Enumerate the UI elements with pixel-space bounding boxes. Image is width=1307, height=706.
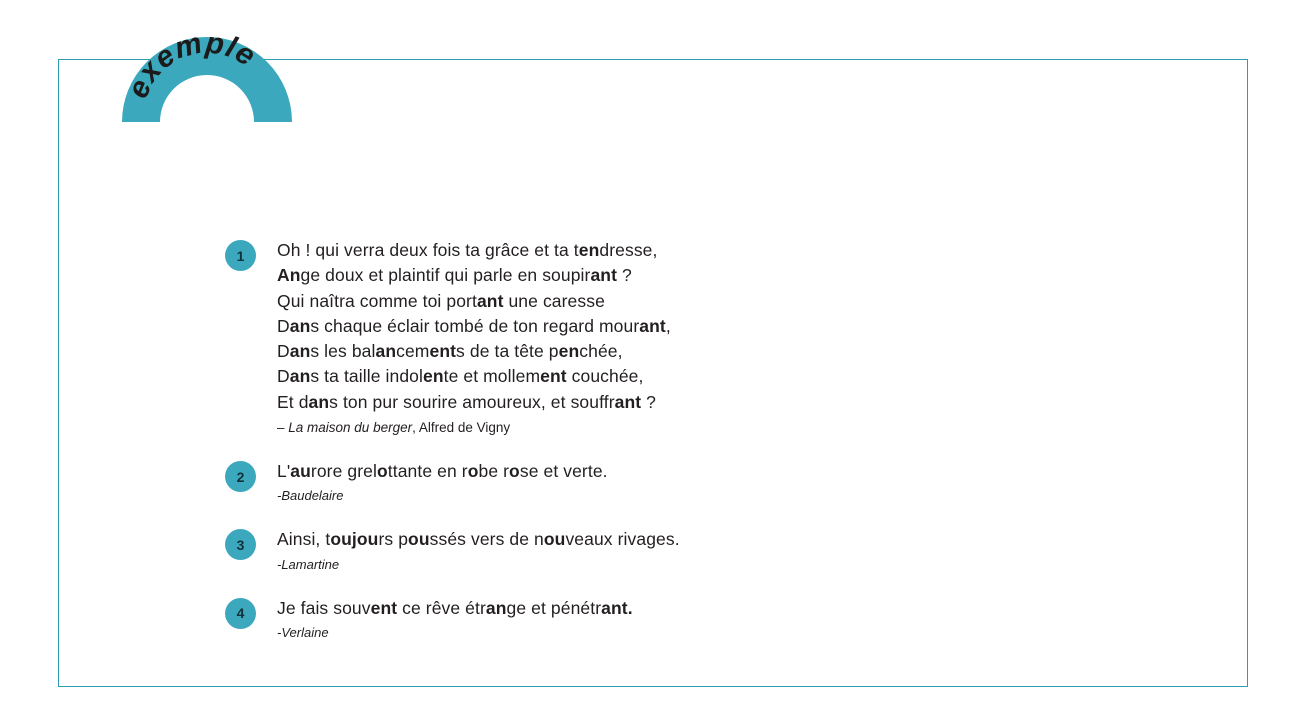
verse-line: Ange doux et plaintif qui parle en soupirant ? (277, 265, 632, 286)
verse-line: Dans ta taille indolente et mollement couchée, (277, 366, 644, 387)
list-item (219, 238, 1119, 437)
item-text (277, 596, 1119, 621)
verse-line: Je fais souvent ce rêve étrange et pénétrant. (277, 597, 633, 618)
example-badge-arc (118, 12, 296, 124)
verse-line: Oh ! qui verra deux fois ta grâce et ta tendresse, (277, 240, 658, 260)
verse-line: Dans chaque éclair tombé de ton regard mourant, (277, 315, 671, 336)
examples-list (219, 238, 1119, 642)
item-attribution (277, 418, 1119, 437)
attribution-author: , Alfred de Vigny (412, 420, 511, 436)
verse-line: Dans les balancements de ta tête penchée, (277, 341, 623, 362)
item-attribution: -Verlaine (277, 624, 329, 640)
item-number: 4 (225, 598, 256, 629)
example-box (58, 59, 1248, 687)
verse-line: Ainsi, toujours poussés vers de nouveaux rivages. (277, 529, 680, 550)
list-item (219, 459, 1119, 505)
item-text (277, 238, 1119, 415)
item-number: 2 (225, 461, 256, 492)
item-text (277, 527, 1119, 552)
item-number: 1 (225, 240, 256, 271)
item-attribution: -Baudelaire (277, 488, 344, 504)
example-badge-label: exemple (121, 26, 262, 103)
attribution-dash: – (277, 420, 289, 436)
example-badge (118, 12, 296, 124)
verse-line: L'aurore grelottante en robe rose et verte. (277, 461, 608, 482)
item-number: 3 (225, 529, 256, 560)
verse-line: Qui naîtra comme toi portant une caresse (277, 290, 605, 311)
item-attribution: -Lamartine (277, 556, 340, 572)
list-item (219, 527, 1119, 573)
list-item (219, 596, 1119, 642)
attribution-title: La maison du berger (288, 420, 413, 436)
verse-line: Et dans ton pur sourire amoureux, et souffrant ? (277, 391, 656, 412)
item-text (277, 459, 1119, 484)
